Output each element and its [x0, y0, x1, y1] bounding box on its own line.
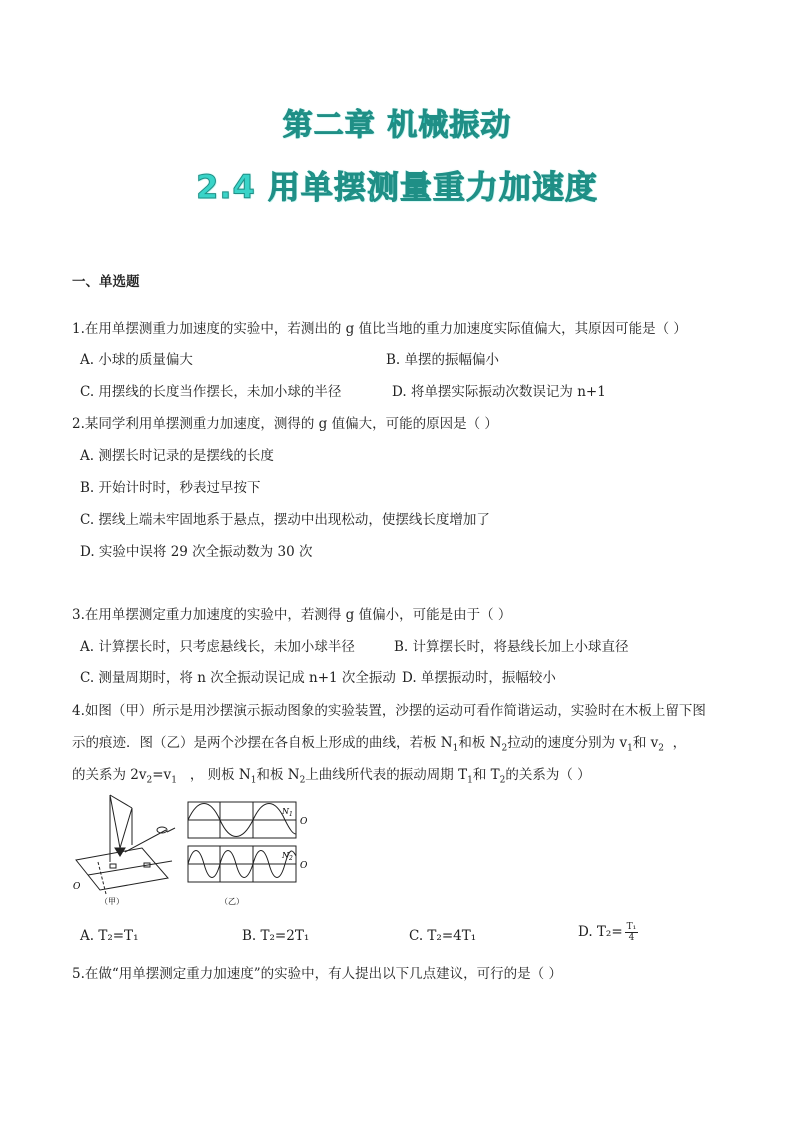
question-5-stem: 5.在做“用单摆测定重力加速度”的实验中，有人提出以下几点建议，可行的是（ ） — [72, 966, 562, 982]
question-4-figure — [70, 790, 310, 910]
chapter-title: 第二章 机械振动 — [282, 108, 512, 143]
sand-pendulum-diagram — [70, 790, 310, 910]
question-2-option-c[interactable]: C. 摆线上端未牢固地系于悬点，摆动中出现松动，使摆线长度增加了 — [80, 512, 490, 528]
question-4-stem-line-2: 示的痕迹．图（乙）是两个沙摆在各自板上形成的曲线，若板 $N_1$和板 $N_2$拉动的速度分别为 $v_1$和 $v_2$ ， — [72, 735, 687, 754]
figure-label-n2: $N_2$ — [282, 851, 293, 862]
question-2-stem: 2.某同学利用单摆测重力加速度，测得的 g 值偏大，可能的原因是（ ） — [72, 416, 498, 432]
question-1-option-a[interactable]: A. 小球的质量偏大 — [80, 352, 193, 368]
curve-panels — [188, 802, 296, 882]
figure-label-jia: （甲） — [100, 897, 124, 906]
question-4-option-b[interactable]: B. T₂=2T₁ — [242, 928, 310, 944]
lesson-title: 2.4 用单摆测量重力加速度 — [196, 168, 598, 206]
question-4-option-c[interactable]: C. T₂=4T₁ — [409, 928, 477, 944]
question-3-stem: 3.在用单摆测定重力加速度的实验中，若测得 g 值偏小，可能是由于（ ） — [72, 607, 512, 623]
question-1-option-c[interactable]: C. 用摆线的长度当作摆长，未加小球的半径 — [80, 384, 342, 400]
question-3-option-c[interactable]: C. 测量周期时，将 n 次全振动误记成 n+1 次全振动 — [80, 670, 396, 686]
apparatus-drawing — [76, 795, 175, 894]
question-4-option-a[interactable]: A. T₂=T₁ — [80, 928, 139, 944]
figure-label-o-left: O — [73, 882, 81, 892]
question-2-option-d[interactable]: D. 实验中误将 29 次全振动数为 30 次 — [80, 544, 313, 560]
question-4-stem-line-1: 4.如图（甲）所示是用沙摆演示振动图象的实验装置，沙摆的运动可看作简谐运动，实验时在木板上留下图 — [72, 703, 706, 719]
figure-label-n1: $N_1$ — [282, 807, 293, 818]
question-3-option-b[interactable]: B. 计算摆长时，将悬线长加上小球直径 — [394, 639, 629, 655]
figure-label-o-top: O — [300, 817, 308, 827]
question-4-stem-line-3: 的关系为 $2v_2=v_1$ ， 则板 $N_1$和板 $N_2$上曲线所代表的振动周期 $T_1$和 $T_2$的关系为（ ） — [72, 767, 591, 786]
figure-label-yi: （乙） — [220, 897, 244, 906]
question-2-option-b[interactable]: B. 开始计时时，秒表过早按下 — [80, 480, 261, 496]
question-4-option-d[interactable]: D. T₂= $\frac{\text{T₁}}{4}$ — [578, 922, 637, 943]
question-3-option-a[interactable]: A. 计算摆长时，只考虑悬线长，未加小球半径 — [80, 639, 355, 655]
section-title: 一、单选题 — [72, 274, 140, 290]
question-1-option-b[interactable]: B. 单摆的振幅偏小 — [386, 352, 500, 368]
question-1-option-d[interactable]: D. 将单摆实际振动次数误记为 n+1 — [392, 384, 606, 400]
question-2-option-a[interactable]: A. 测摆长时记录的是摆线的长度 — [80, 448, 274, 464]
question-3-option-d[interactable]: D. 单摆振动时，振幅较小 — [402, 670, 556, 686]
figure-label-o-bottom: O — [300, 861, 308, 871]
fraction-t1-over-4: $\frac{\text{T₁}}{4}$ — [626, 922, 637, 943]
question-1-stem: 1.在用单摆测重力加速度的实验中，若测出的 g 值比当地的重力加速度实际值偏大，其原因可能是（ ） — [72, 321, 687, 337]
